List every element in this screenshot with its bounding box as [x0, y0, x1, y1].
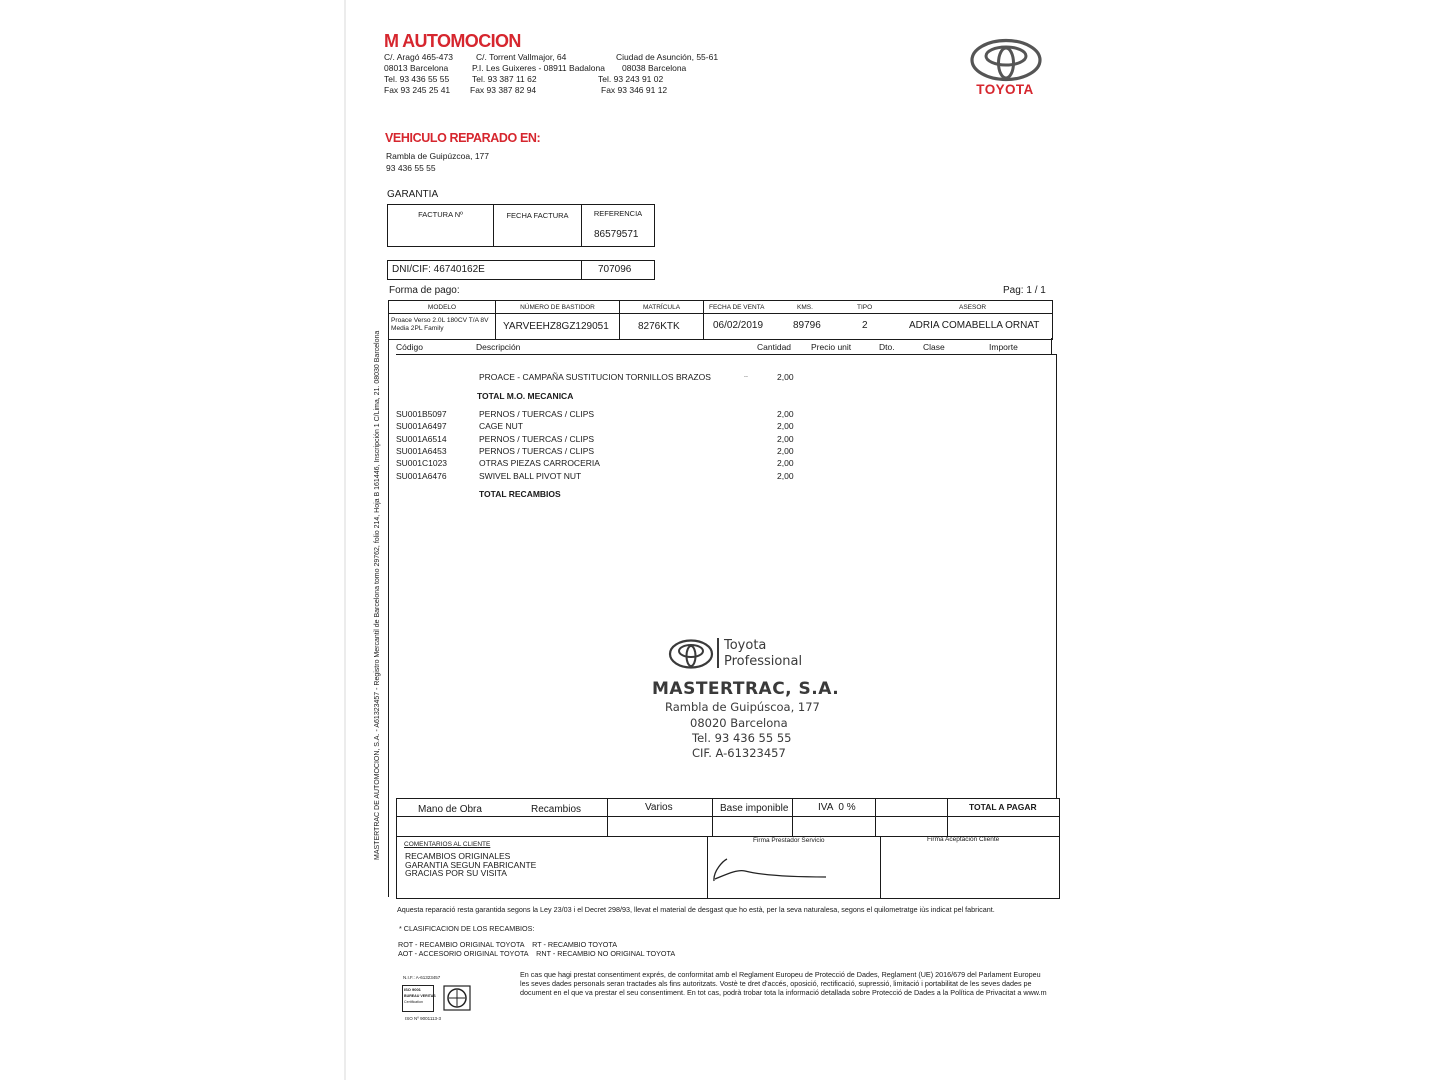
matricula-label: MATRÍCULA: [642, 304, 681, 311]
bastidor-label: NÚMERO DE BASTIDOR: [520, 304, 595, 311]
comments-box: [396, 837, 1060, 899]
address-block-2: [472, 52, 605, 96]
clase-header: Clase: [923, 342, 945, 352]
comments-lines: [405, 852, 536, 878]
page-edge: [344, 0, 346, 1080]
divider: [792, 799, 793, 836]
signature-prestador-label: Firma Prestador Servicio: [753, 837, 825, 844]
part-quantity: 2,00: [777, 409, 794, 419]
labor-marker: ..: [744, 372, 748, 379]
part-code: SU001A6514: [396, 433, 447, 444]
address-fax: Fax 93 346 91 12: [601, 85, 668, 95]
mano-obra-label: Mano de Obra: [418, 804, 482, 815]
fecha-venta-value: 06/02/2019: [713, 320, 764, 331]
toyota-emblem-icon: [968, 38, 1044, 82]
divider: [707, 837, 708, 898]
address-line: C/. Aragó 465-473: [384, 52, 453, 62]
fecha-factura-label: FECHA FACTURA: [506, 211, 569, 220]
stamp-divider: [717, 638, 719, 668]
stamp-city: 08020 Barcelona: [690, 716, 788, 730]
stamp-cif: CIF. A-61323457: [692, 746, 786, 760]
page-number: Pag: 1 / 1: [1003, 285, 1046, 296]
address-city: 08013 Barcelona: [384, 63, 449, 73]
part-quantity: 2,00: [777, 421, 794, 432]
signature-cliente-label: Firma Aceptación Cliente: [927, 836, 1000, 843]
tipo-value: 2: [862, 320, 868, 331]
divider: [880, 837, 881, 898]
part-description: PERNOS / TUERCAS / CLIPS: [479, 445, 595, 456]
header-underline: [396, 354, 1056, 355]
address-fax: Fax 93 387 82 94: [470, 85, 537, 95]
parts-total-label: TOTAL RECAMBIOS: [479, 489, 561, 499]
part-code: SU001A6497: [396, 421, 447, 432]
totals-table: [396, 798, 1060, 837]
part-quantity: 2,00: [777, 445, 794, 456]
dto-header: Dto.: [879, 342, 895, 352]
stamp-brand-line1: Toyota: [724, 638, 767, 653]
warranty-note: Aquesta reparació resta garantida segons la Ley 23/03 i el Decret 298/93, llevat el material de desgast que ho està, per la seva naturalesa, segons el quilometratge iùs indicat pel fabricant.: [397, 905, 995, 914]
badge-iso: ISO 9001: [404, 987, 421, 992]
address-block-3: [598, 52, 718, 96]
bureau-veritas-badge: [402, 985, 472, 1012]
divider: [703, 301, 704, 339]
part-quantity: 2,00: [777, 458, 794, 469]
divider: [581, 261, 582, 279]
part-code: SU001C1023: [396, 458, 448, 469]
address-tel: Tel. 93 243 91 02: [598, 74, 664, 84]
address-city: P.I. Les Guixeres - 08911 Badalona: [472, 63, 605, 73]
labor-description: PROACE - CAMPAÑA SUSTITUCION TORNILLOS BRAZOS: [479, 372, 711, 382]
labor-quantity: 2,00: [777, 372, 794, 382]
base-label: Base imponible: [720, 803, 789, 814]
address-line: Ciudad de Asunción, 55-61: [616, 52, 719, 62]
address-city: 08038 Barcelona: [622, 63, 687, 73]
classification-row1: ROT - RECAMBIO ORIGINAL TOYOTA RT - RECAMBIO TOYOTA: [398, 940, 617, 949]
badge-bureau: BUREAU VERITAS: [404, 994, 436, 998]
kms-label: KMS.: [797, 304, 813, 311]
descripcion-header: Descripción: [476, 342, 521, 352]
company-name: M AUTOMOCION: [384, 31, 521, 51]
divider: [712, 799, 713, 836]
divider: [947, 799, 948, 836]
address-fax: Fax 93 245 25 41: [384, 85, 451, 95]
side-legal-text: MASTERTRAC DE AUTOMOCION, S.A. - A61323457 - Registro Mercantil de Barcelona tomo 29762, folio 214, Hoja B 161446, Inscripción 1 C/Lima, 21. 08030 Barcelona: [374, 330, 381, 860]
bureau-veritas-seal-icon: [442, 985, 472, 1011]
factura-label: FACTURA Nº: [418, 210, 463, 219]
precio-header: Precio unit: [811, 342, 852, 352]
referencia-value: 86579571: [594, 229, 639, 240]
matricula-value: 8276KTK: [638, 321, 680, 332]
privacy-notice: [520, 970, 1062, 997]
bastidor-value: YARVEEHZ8GZ129051: [503, 321, 609, 332]
address-tel: Tel. 93 436 55 55: [384, 74, 450, 84]
part-quantity: 2,00: [777, 433, 794, 444]
tipo-label: TIPO: [857, 304, 873, 311]
dni-value: DNI/CIF: 46740162E: [392, 264, 485, 275]
referencia-label: REFERENCIA: [593, 209, 643, 218]
address-block-1: [384, 52, 453, 96]
recambios-label: Recambios: [531, 804, 582, 815]
address-tel: Tel. 93 387 11 62: [472, 74, 537, 84]
frame-right-top: [1051, 338, 1052, 355]
comment-line: GRACIAS POR SU VISITA: [405, 868, 507, 878]
codigo-header: Código: [396, 342, 423, 352]
labor-total-label: TOTAL M.O. MECANICA: [477, 391, 574, 401]
frame-right: [1056, 354, 1057, 798]
privacy-line: les seves dades personals seran tractades als fins autoritzats. Vostè te dret d'accés, oposició, rectificació, supressió, limitació i portabilitat de les seves dades pe: [520, 979, 1032, 988]
client-code: 707096: [598, 264, 632, 275]
divider: [875, 799, 876, 836]
privacy-line: document en el que va prestar el seu consentiment. En tot cas, podrà trobar tota la informació detallada sobre Protecció de Dades a la Política de Privacitat a www.m: [520, 988, 1047, 997]
badge-certification: Certification: [404, 1000, 423, 1004]
comments-label: COMENTARIOS AL CLIENTE: [404, 841, 491, 848]
modelo-value: Proace Verso 2.0L 180CV T/A 8V Media 2PL Family: [391, 317, 489, 332]
modelo-label: MODELO: [427, 304, 457, 311]
divider: [397, 816, 1059, 817]
cantidad-header: Cantidad: [757, 342, 792, 352]
part-description: PERNOS / TUERCAS / CLIPS: [479, 433, 595, 444]
stamp-address: Rambla de Guipúscoa, 177: [665, 700, 820, 714]
stamp-tel: Tel. 93 436 55 55: [692, 731, 792, 745]
frame-left: [388, 338, 389, 897]
total-label: TOTAL A PAGAR: [969, 802, 1037, 812]
importe-header: Importe: [989, 342, 1018, 352]
fecha-venta-label: FECHA DE VENTA: [709, 304, 765, 311]
part-description: CAGE NUT: [479, 421, 523, 432]
repaired-title: VEHICULO REPARADO EN:: [385, 131, 541, 145]
forma-pago: Forma de pago:: [389, 285, 460, 296]
comment-line: RECAMBIOS ORIGINALES: [405, 851, 511, 861]
part-code: SU001A6476: [396, 470, 447, 481]
cert-iso-number: ISO Nº 9001113-3: [405, 1016, 441, 1021]
invoice-type: GARANTIA: [387, 189, 439, 200]
kms-value: 89796: [793, 320, 821, 331]
part-description: SWIVEL BALL PIVOT NUT: [479, 470, 582, 481]
iva-label: IVA 0 %: [818, 802, 856, 813]
divider: [389, 313, 1052, 314]
part-quantity: 2,00: [777, 470, 794, 481]
varios-label: Varios: [645, 802, 673, 813]
part-code: SU001B5097: [396, 409, 447, 419]
toyota-professional-emblem-icon: [668, 638, 714, 670]
repaired-phone: 93 436 55 55: [386, 163, 436, 173]
repaired-address: Rambla de Guipúzcoa, 177: [386, 151, 490, 161]
part-description: OTRAS PIEZAS CARROCERIA: [479, 458, 600, 469]
vehicle-table: [388, 300, 1053, 340]
divider: [607, 799, 608, 836]
cert-nif: N.I.F.: A-61323457: [403, 975, 441, 980]
part-description: PERNOS / TUERCAS / CLIPS: [479, 409, 595, 419]
classification-row2: AOT - ACCESORIO ORIGINAL TOYOTA RNT - RECAMBIO NO ORIGINAL TOYOTA: [398, 949, 676, 958]
stamp-company: MASTERTRAC, S.A.: [652, 679, 840, 699]
toyota-wordmark: TOYOTA: [976, 82, 1034, 97]
part-code: SU001A6453: [396, 445, 447, 456]
client-id-box: [387, 260, 655, 280]
invoice-header-box: [387, 204, 655, 247]
handwritten-signature: [711, 847, 831, 887]
classification-title: * CLASIFICACION DE LOS RECAMBIOS:: [399, 924, 535, 933]
privacy-line: En cas que hagi prestat consentiment exprés, de conformitat amb el Reglament Europeu de Protecció de Dades, Reglament (UE) 2016/679 del Parlament Europeu: [520, 970, 1041, 979]
asesor-label: ASESOR: [959, 304, 987, 311]
asesor-value: ADRIA COMABELLA ORNAT: [909, 320, 1040, 331]
stamp-brand-line2: Professional: [724, 654, 803, 669]
address-line: C/. Torrent Vallmajor, 64: [476, 52, 567, 62]
comment-line: GARANTIA SEGUN FABRICANTE: [405, 859, 537, 870]
